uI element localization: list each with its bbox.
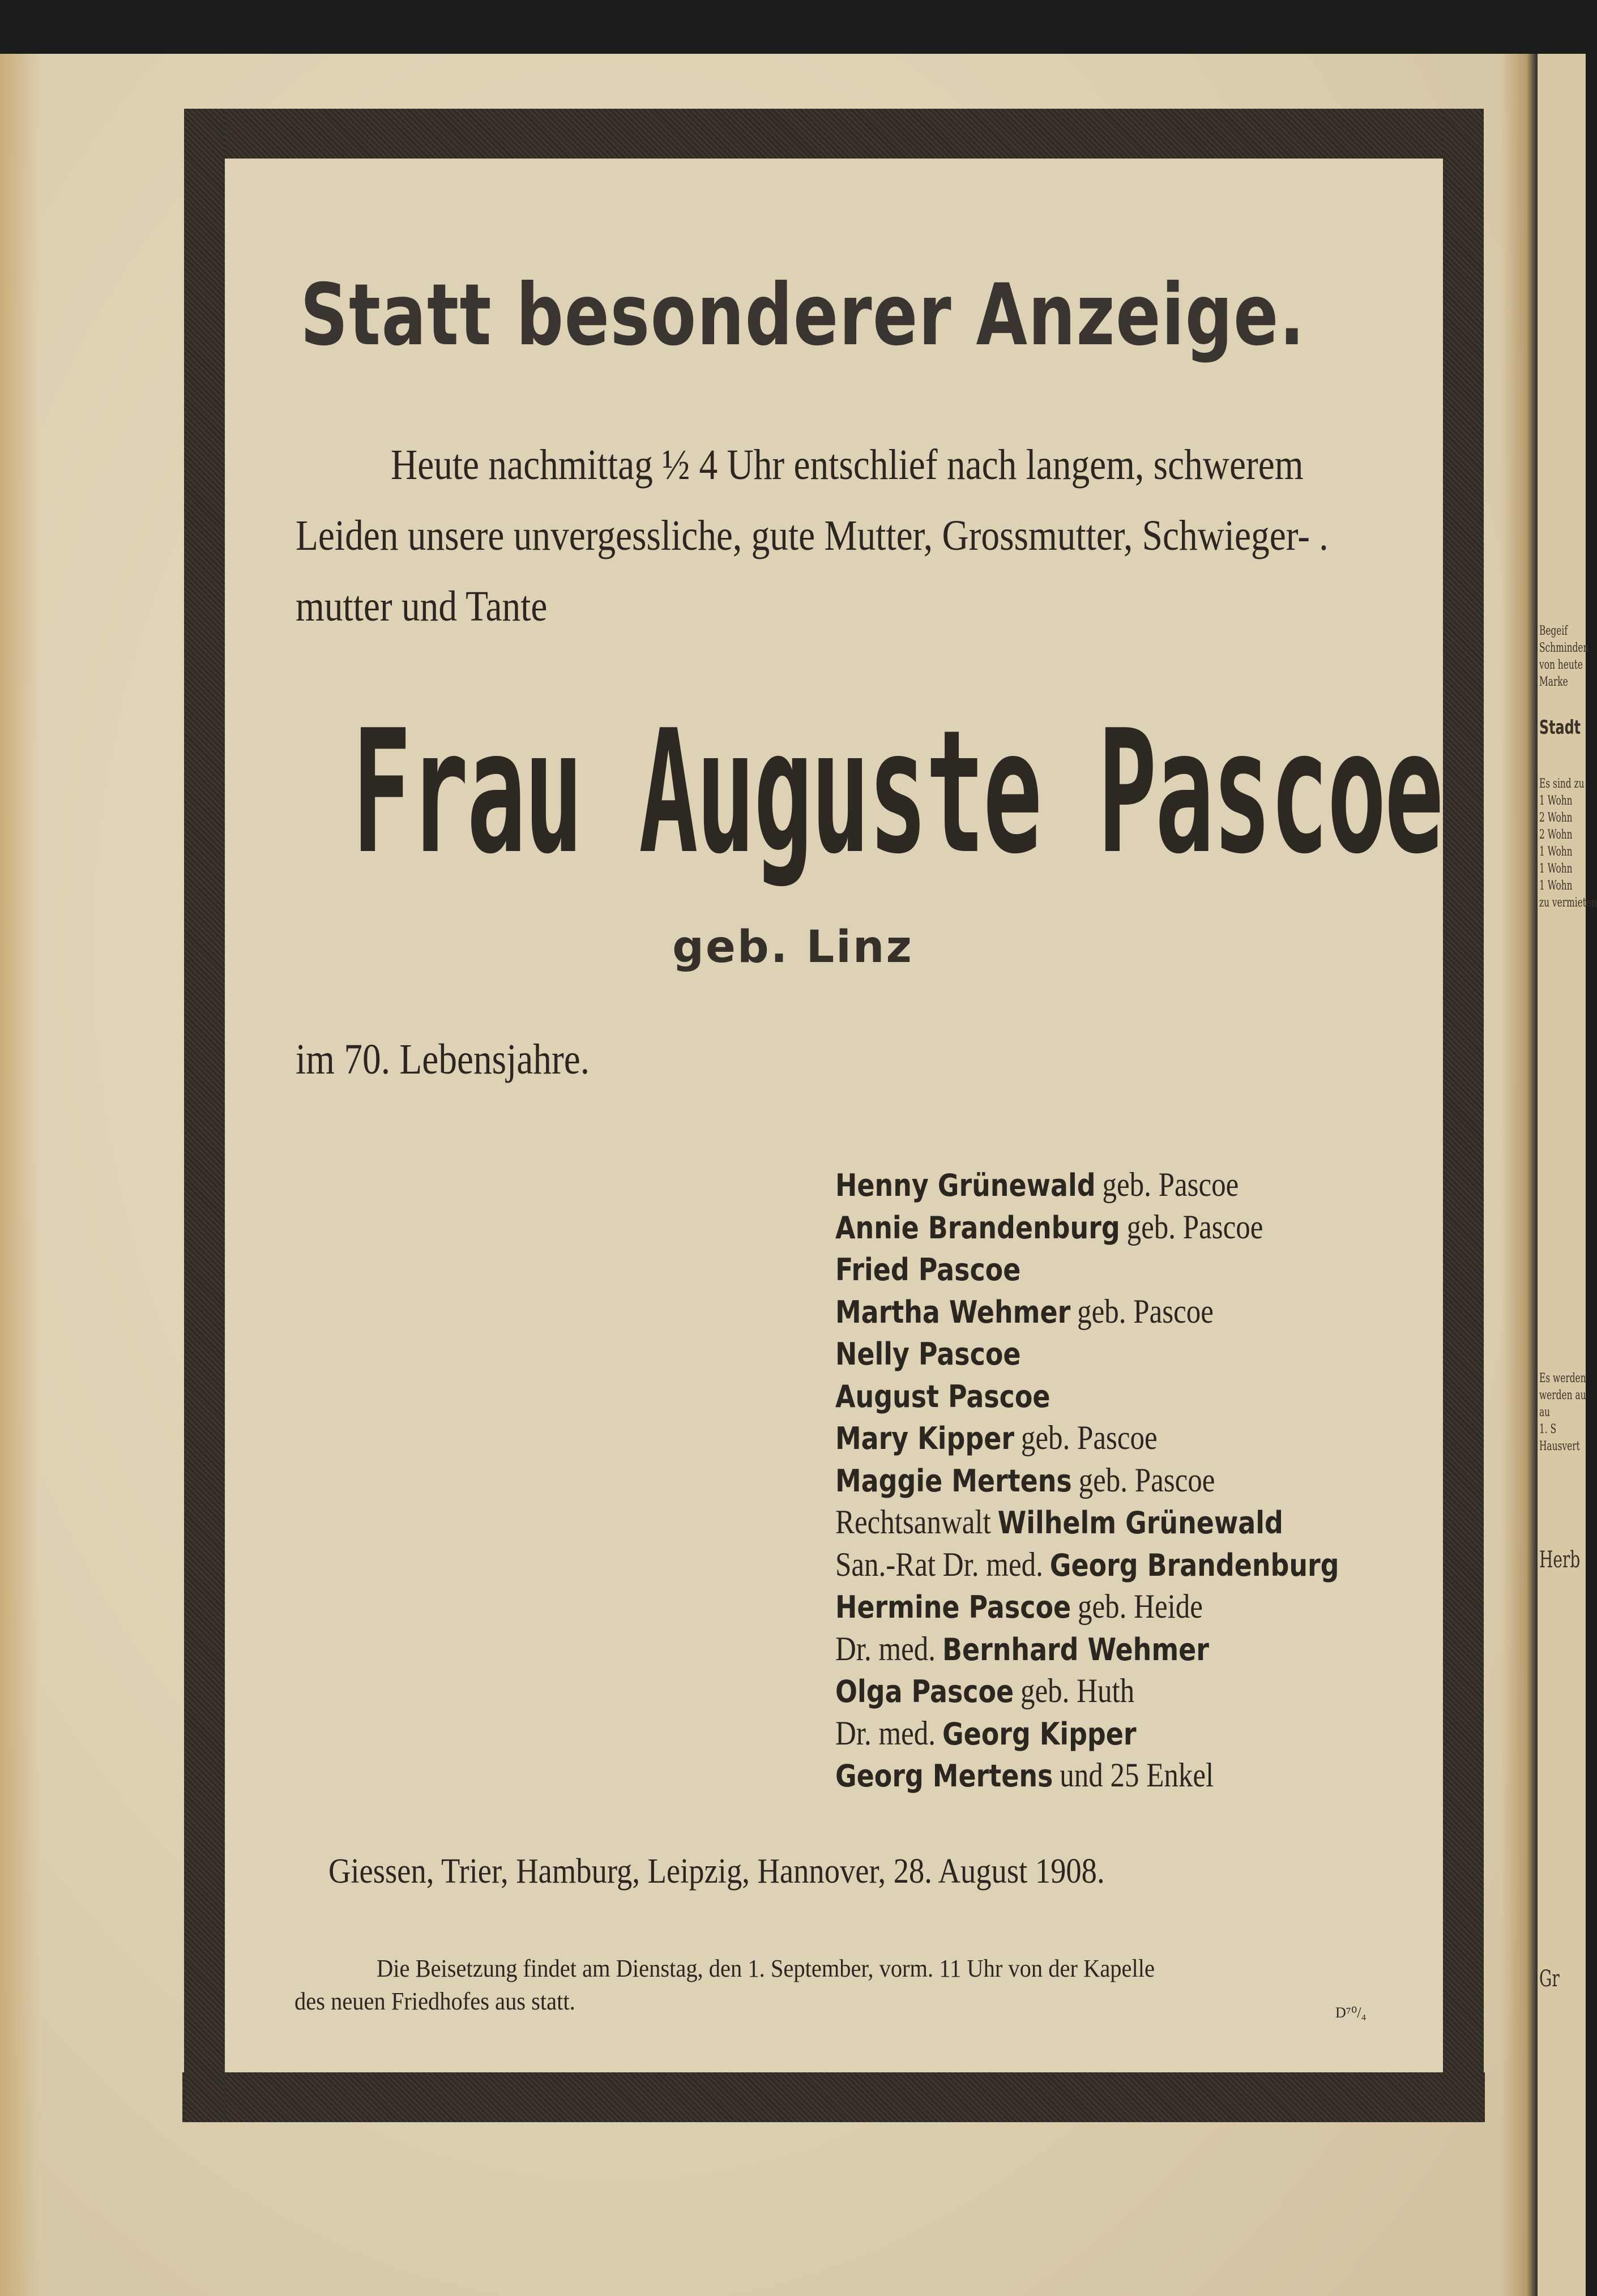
deceased-name: Frau Auguste Pascoe — [352, 694, 1442, 891]
signer-name: Henny Grünewald — [835, 1168, 1096, 1203]
signer-entry — [835, 1754, 1339, 1797]
adjacent-page-fragment: Begeif Schminden von heute Marke — [1539, 624, 1589, 689]
signer-name: Maggie Mertens — [835, 1463, 1072, 1499]
signer-name: Wilhelm Grünewald — [997, 1505, 1283, 1541]
signer-name: Olga Pascoe — [835, 1674, 1014, 1709]
notice-headline: Statt besonderer Anzeige. — [300, 266, 1305, 365]
signer-entry — [835, 1248, 1339, 1290]
mourning-border-left — [184, 109, 225, 2122]
burial-line: Die Beisetzung findet am Dienstag, den 1. September, vorm. 11 Uhr von der Kapelle — [377, 1955, 1155, 1982]
adjacent-page-fragment: Es sind zu 1 Wohn 2 Wohn 2 Wohn 1 Wohn 1 Wohn 1 Wohn zu vermieten — [1539, 777, 1597, 910]
signer-name: Georg Kipper — [942, 1716, 1137, 1752]
paper-edge-shading — [0, 54, 40, 2296]
adjacent-page-fragment: Herb — [1539, 1547, 1581, 1573]
signer-name: Mary Kipper — [835, 1421, 1014, 1456]
signer-suffix: und 25 Enkel — [1060, 1756, 1214, 1794]
intro-line: Heute nachmittag ½ 4 Uhr entschlief nach langem, schwerem — [391, 441, 1304, 489]
signer-suffix: geb. Pascoe — [1102, 1166, 1239, 1203]
signer-entry — [835, 1712, 1339, 1755]
signer-entry — [835, 1501, 1339, 1544]
signer-entry — [835, 1670, 1339, 1712]
mourning-border-bottom — [182, 2072, 1485, 2122]
signer-suffix: geb. Pascoe — [1077, 1292, 1214, 1330]
signer-entry — [835, 1628, 1339, 1670]
printer-mark: D⁷⁰/₄ — [1335, 2004, 1367, 2021]
signer-name: Bernhard Wehmer — [942, 1631, 1209, 1668]
adjacent-page-fragment: Gr — [1539, 1966, 1560, 1992]
signer-prefix: San.-Rat Dr. med. — [835, 1545, 1043, 1583]
signer-suffix: geb. Heide — [1078, 1588, 1203, 1625]
signer-entry — [835, 1206, 1339, 1249]
adjacent-page-fragment: Es werden werden au au 1. S Hausvert — [1539, 1371, 1586, 1453]
signer-name: Hermine Pascoe — [835, 1589, 1071, 1625]
signer-entry — [835, 1417, 1339, 1459]
age-line: im 70. Lebensjahre. — [296, 1036, 590, 1083]
signer-suffix: geb. Pascoe — [1126, 1208, 1263, 1246]
signer-prefix: Rechtsanwalt — [835, 1503, 991, 1541]
signer-entry — [835, 1290, 1339, 1333]
signer-name: Georg Brandenburg — [1049, 1547, 1339, 1583]
signer-name: Annie Brandenburg — [835, 1209, 1120, 1246]
mourning-border-top — [184, 109, 1482, 159]
intro-line: Leiden unsere unvergessliche, gute Mutter, Grossmutter, Schwieger- . — [296, 512, 1329, 559]
signer-entry — [835, 1375, 1339, 1417]
maiden-name: geb. Linz — [672, 922, 913, 973]
signer-suffix: geb. Pascoe — [1078, 1461, 1215, 1499]
signer-name: Martha Wehmer — [835, 1294, 1071, 1330]
signer-entry — [835, 1544, 1339, 1586]
adjacent-page-fragment: Stadt — [1539, 716, 1581, 739]
signers-list — [835, 1164, 1339, 1797]
signer-suffix: geb. Huth — [1020, 1672, 1135, 1709]
signer-prefix: Dr. med. — [835, 1714, 936, 1752]
signer-name: Georg Mertens — [835, 1758, 1053, 1794]
signer-entry — [835, 1459, 1339, 1502]
burial-line: des neuen Friedhofes aus statt. — [294, 1987, 575, 2015]
signer-prefix: Dr. med. — [835, 1630, 936, 1668]
signer-name: August Pascoe — [835, 1378, 1051, 1414]
signer-entry — [835, 1332, 1339, 1375]
mourning-border-right — [1443, 109, 1484, 2122]
places-and-date: Giessen, Trier, Hamburg, Leipzig, Hannover, 28. August 1908. — [328, 1852, 1105, 1891]
binding-gutter — [1501, 54, 1538, 2296]
signer-name: Fried Pascoe — [835, 1252, 1021, 1288]
signer-suffix: geb. Pascoe — [1020, 1419, 1158, 1456]
signer-name: Nelly Pascoe — [835, 1336, 1021, 1372]
signer-entry — [835, 1585, 1339, 1628]
adjacent-page-strip — [1538, 54, 1586, 2296]
signer-entry — [835, 1164, 1339, 1206]
intro-line: mutter und Tante — [296, 583, 548, 630]
